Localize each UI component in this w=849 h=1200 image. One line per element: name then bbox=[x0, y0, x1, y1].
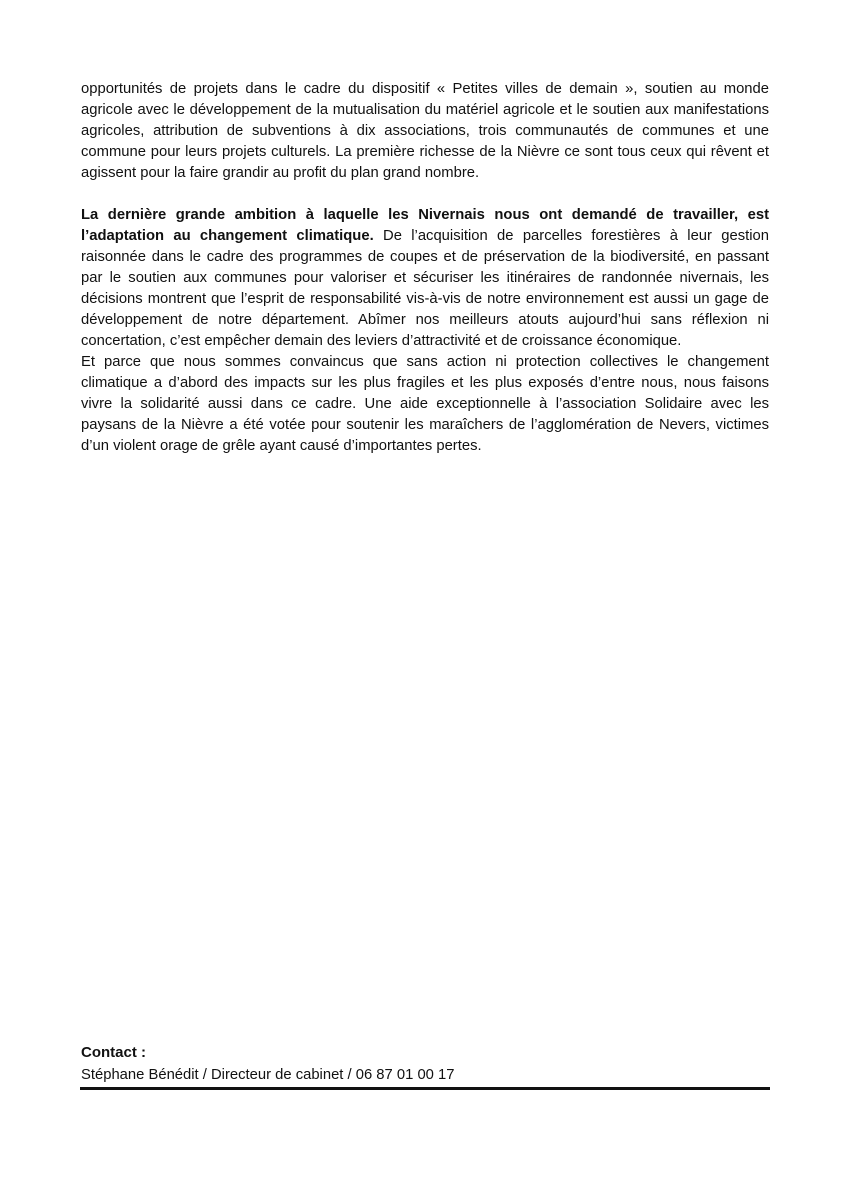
body-text bbox=[81, 79, 769, 457]
footer-rule bbox=[80, 1087, 770, 1090]
contact-title: Contact : bbox=[81, 1044, 146, 1061]
paragraph-spacer bbox=[81, 184, 769, 205]
climate-ambition-heading: La dernière grande ambition à laquelle les Nivernais nous ont demandé de travailler, est l’adaptation au changement climatique. bbox=[81, 207, 769, 244]
paragraph-projects: opportunités de projets dans le cadre du dispositif « Petites villes de demain », soutien au monde agricole avec le développement de la mutualisation du matériel agricole et le soutien aux manifestations agricoles, attribution de subventions à dix associations, trois communautés de communes et une commune pour leurs projets culturels. La première richesse de la Nièvre ce sont tous ceux qui rêvent et agissent pour la faire grandir au profit du plan grand nombre. bbox=[81, 81, 769, 181]
climate-ambition-text: De l’acquisition de parcelles forestières à leur gestion raisonnée dans le cadre des programmes de coupes et de préservation de la biodiversité, en passant par le soutien aux communes pour valoriser et sécuriser les itinéraires de randonnée nivernais, les décisions montrent que l’esprit de responsabilité vis-à-vis de notre environnement est aussi un gage de développement de notre département. Abîmer nos meilleurs atouts aujourd’hui sans réflexion ni concertation, c’est empêcher demain des leviers d’attractivité et de croissance économique. bbox=[81, 228, 769, 349]
contact-block bbox=[81, 1042, 771, 1086]
paragraph-solidarity: Et parce que nous sommes convaincus que sans action ni protection collectives le changement climatique a d’abord des impacts sur les plus fragiles et les plus exposés d’entre nous, nous faisons vivre la solidarité aussi dans ce cadre. Une aide exceptionnelle à l’association Solidaire avec les paysans de la Nièvre a été votée pour soutenir les maraîchers de l’agglomération de Nevers, victimes d’un violent orage de grêle ayant causé d’importantes pertes. bbox=[81, 354, 769, 454]
contact-details: Stéphane Bénédit / Directeur de cabinet / 06 87 01 00 17 bbox=[81, 1067, 455, 1083]
paragraph-climate bbox=[81, 205, 769, 352]
